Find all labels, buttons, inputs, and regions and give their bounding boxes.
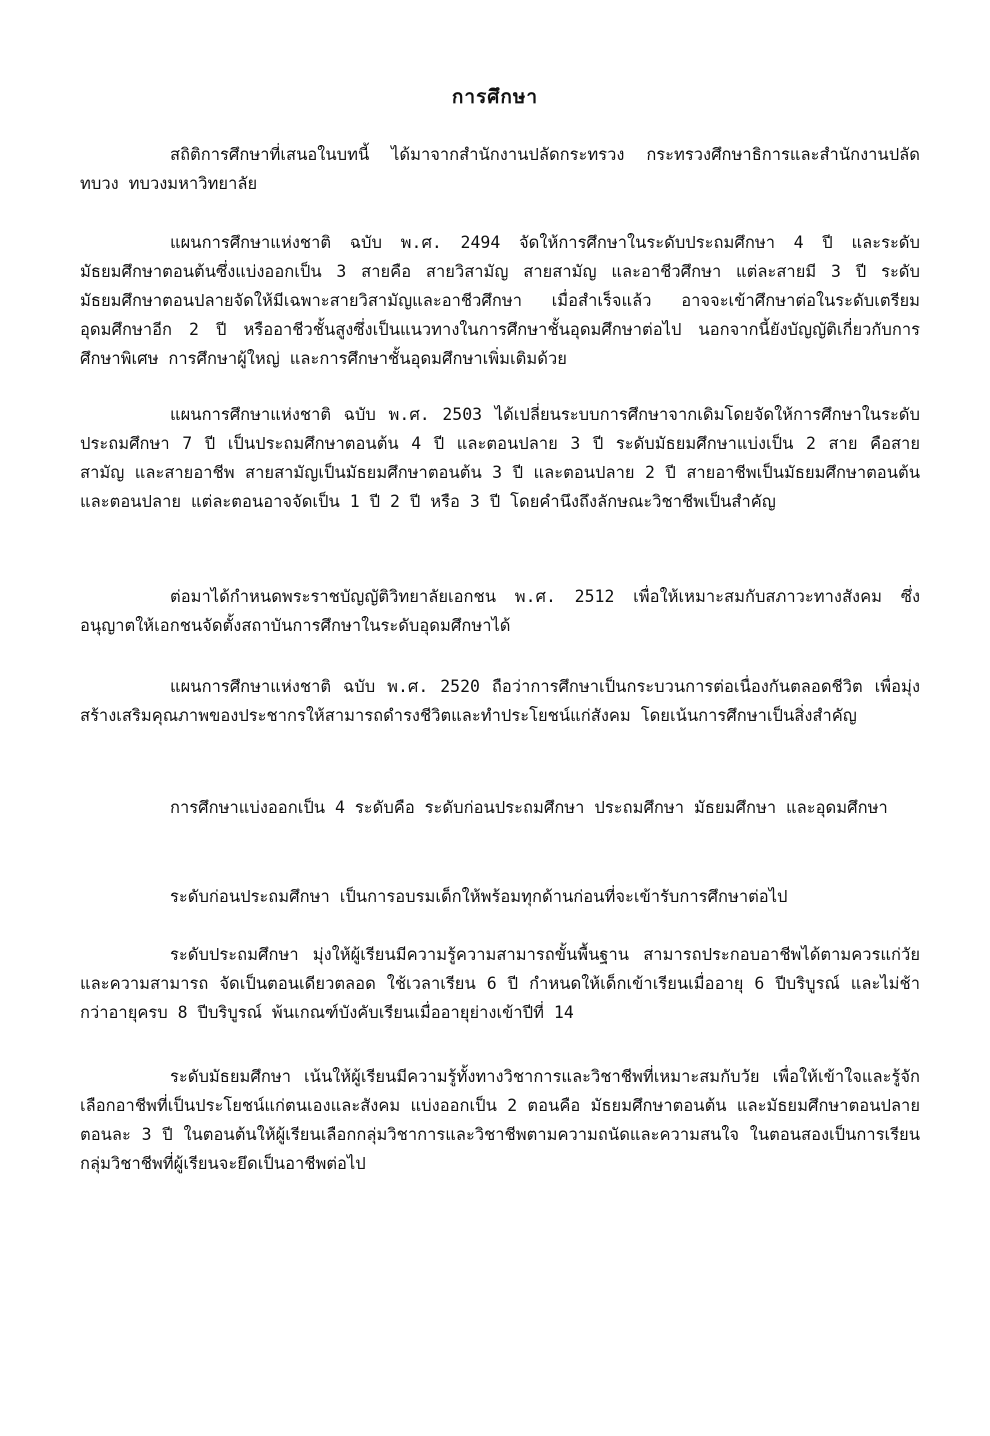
paragraph-primary: ระดับประถมศึกษา มุ่งให้ผู้เรียนมีความรู้ความสามารถขั้นพื้นฐาน สามารถประกอบอาชีพได้ตามควรแก่วัยและความสามารถ จัดเป็นตอนเดียวตลอด ใช้เวลาเรียน 6 ปี กำหนดให้เด็กเข้าเรียนเมื่ออายุ 6 ปีบริบูรณ์ และไม่ช้ากว่าอายุครบ 8 ปีบริบูรณ์ พ้นเกณฑ์บังคับเรียนเมื่ออายุย่างเข้าปีที่ 14: [80, 945, 920, 1022]
paragraph-plan-2503: แผนการศึกษาแห่งชาติ ฉบับ พ.ศ. 2503 ได้เปลี่ยนระบบการศึกษาจากเดิมโดยจัดให้การศึกษาในระดับประถมศึกษา 7 ปี เป็นประถมศึกษาตอนต้น 4 ปี และตอนปลาย 3 ปี ระดับมัธยมศึกษาแบ่งเป็น 2 สาย คือสายสามัญ และสายอาชีพ สายสามัญเป็นมัธยมศึกษาตอนต้น 3 ปี และตอนปลาย 2 ปี สายอาชีพเป็นมัธยมศึกษาตอนต้นและตอนปลาย แต่ละตอนอาจจัดเป็น 1 ปี 2 ปี หรือ 3 ปี โดยคำนึงถึงลักษณะวิชาชีพเป็นสำคัญ: [80, 405, 920, 511]
paragraph-private-college-act: ต่อมาได้กำหนดพระราชบัญญัติวิทยาลัยเอกชน พ.ศ. 2512 เพื่อให้เหมาะสมกับสภาวะทางสังคม ซึ่งอนุญาตให้เอกชนจัดตั้งสถาบันการศึกษาในระดับอุดมศึกษาได้: [80, 587, 920, 635]
paragraph-pre-primary: ระดับก่อนประถมศึกษา เป็นการอบรมเด็กให้พร้อมทุกด้านก่อนที่จะเข้ารับการศึกษาต่อไป: [170, 887, 788, 906]
paragraph-plan-2520: แผนการศึกษาแห่งชาติ ฉบับ พ.ศ. 2520 ถือว่าการศึกษาเป็นกระบวนการต่อเนื่องกันตลอดชีวิต เพื่อมุ่งสร้างเสริมคุณภาพของประชากรให้สามารถดำรงชีวิตและทำประโยชน์แก่สังคม โดยเน้นการศึกษาเป็นสิ่งสำคัญ: [80, 677, 920, 725]
page-title: การศึกษา: [451, 86, 539, 108]
paragraph-plan-2494: แผนการศึกษาแห่งชาติ ฉบับ พ.ศ. 2494 จัดให้การศึกษาในระดับประถมศึกษา 4 ปี และระดับมัธยมศึกษาตอนต้นซึ่งแบ่งออกเป็น 3 สายคือ สายวิสามัญ สายสามัญ และอาชีวศึกษา แต่ละสายมี 3 ปี ระดับมัธยมศึกษาตอนปลายจัดให้มีเฉพาะสายวิสามัญและอาชีวศึกษา เมื่อสำเร็จแล้ว อาจจะเข้าศึกษาต่อในระดับเตรียมอุดมศึกษาอีก 2 ปี หรืออาชีวชั้นสูงซึ่งเป็นแนวทางในการศึกษาชั้นอุดมศึกษาต่อไป นอกจากนี้ยังบัญญัติเกี่ยวกับการศึกษาพิเศษ การศึกษาผู้ใหญ่ และการศึกษาชั้นอุดมศึกษาเพิ่มเติมด้วย: [80, 233, 920, 368]
paragraph-secondary: ระดับมัธยมศึกษา เน้นให้ผู้เรียนมีความรู้ทั้งทางวิชาการและวิชาชีพที่เหมาะสมกับวัย เพื่อให้เข้าใจและรู้จักเลือกอาชีพที่เป็นประโยชน์แก่ตนเองและสังคม แบ่งออกเป็น 2 ตอนคือ มัธยมศึกษาตอนต้น และมัธยมศึกษาตอนปลาย ตอนละ 3 ปี ในตอนต้นให้ผู้เรียนเลือกกลุ่มวิชาการและวิชาชีพตามความถนัดและความสนใจ ในตอนสองเป็นการเรียนกลุ่มวิชาชีพที่ผู้เรียนจะยึดเป็นอาชีพต่อไป: [80, 1067, 920, 1173]
paragraph-statistics-source: สถิติการศึกษาที่เสนอในบทนี้ ได้มาจากสำนักงานปลัดกระทรวง กระทรวงศึกษาธิการและสำนักงานปลัดทบวง ทบวงมหาวิทยาลัย: [80, 145, 920, 193]
paragraph-education-levels: การศึกษาแบ่งออกเป็น 4 ระดับคือ ระดับก่อนประถมศึกษา ประถมศึกษา มัธยมศึกษา และอุดมศึกษา: [170, 798, 888, 817]
